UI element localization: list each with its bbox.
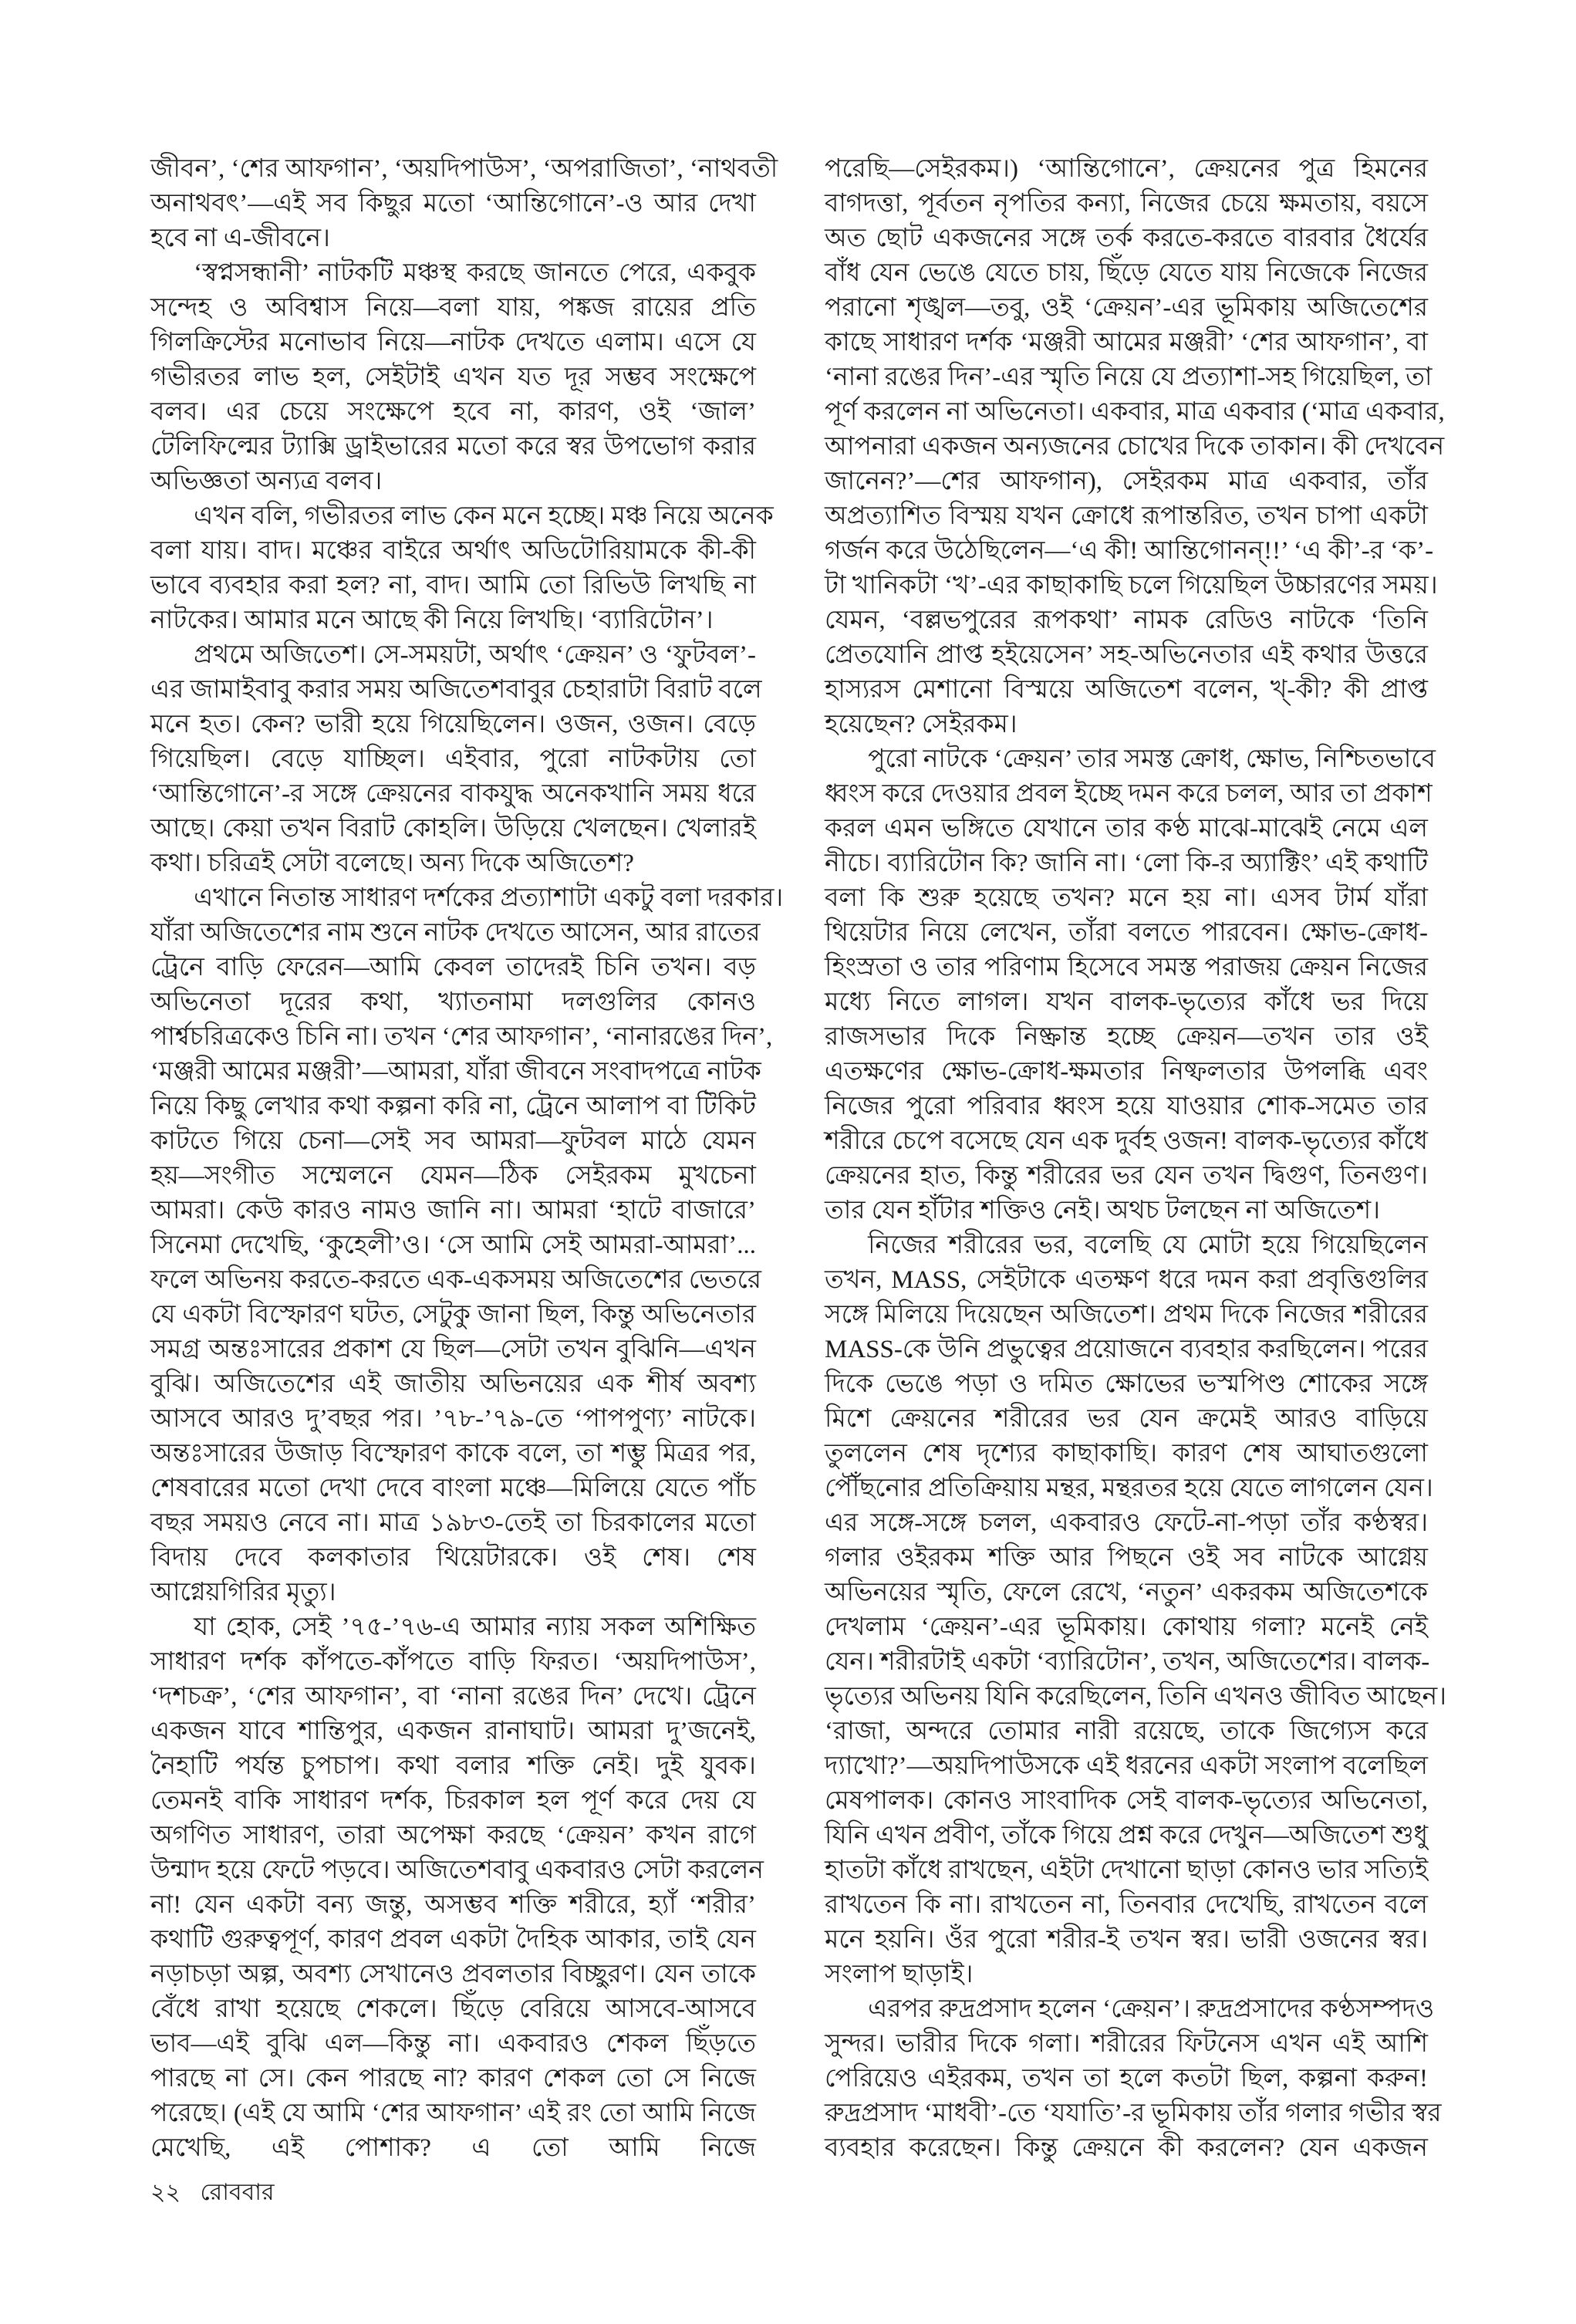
text-line: ‘আন্তিগোনে’-র সঙ্গে ক্রেয়নের বাকযুদ্ধ অনেকখানি সময় ধরে (150, 780, 756, 808)
text-line: আসবে আরও দু’বছর পর। ’৭৮-’৭৯-তে ‘পাপপুণ্য’ নাটকে। (150, 1405, 756, 1433)
text-line: একজন যাবে শান্তিপুর, একজন রানাঘাট। আমরা দু’জনেই, (150, 1718, 756, 1745)
text-line: যে একটা বিস্ফোরণ ঘটত, সেটুকু জানা ছিল, কিন্তু অভিনেতার (150, 1301, 756, 1329)
text-line: অত ছোট একজনের সঙ্গে তর্ক করতে-করতে বারবার ধৈর্যের (825, 225, 1428, 252)
text-line: পুরো নাটকে ‘ক্রেয়ন’ তার সমস্ত ক্রোধ, ক্ষোভ, নিশ্চিতভাবে (868, 745, 1436, 773)
text-line: এখানে নিতান্ত সাধারণ দর্শকের প্রত্যাশাটা একটু বলা দরকার। (194, 884, 784, 912)
text-line: দেখলাম ‘ক্রেয়ন’-এর ভূমিকায়। কোথায় গলা? মনেই নেই (825, 1613, 1428, 1641)
text-line: মিশে ক্রেয়নের শরীরের ভর যেন ক্রমেই আরও বাড়িয়ে (825, 1405, 1428, 1433)
text-line: দিকে ভেঙে পড়া ও দমিত ক্ষোভের ভস্মপিণ্ড শোকের সঙ্গে (825, 1370, 1428, 1398)
paragraph (150, 152, 778, 256)
text-line: আমরা। কেউ কারও নামও জানি না। আমরা ‘হাটে বাজারে’ (150, 1197, 756, 1224)
publication-name: রোববার (200, 2180, 275, 2205)
text-line: এখন বলি, গভীরতর লাভ কেন মনে হচ্ছে। মঞ্চ নিয়ে অনেক (194, 502, 774, 530)
text-line: বাগদত্তা, পূর্বতন নৃপতির কন্যা, নিজের চেয়ে ক্ষমতায়, বয়সে (825, 190, 1428, 218)
text-line: ভৃত্যের অভিনয় যিনি করেছিলেন, তিনি এখনও জীবিত আছেন। (825, 1683, 1447, 1711)
text-line: বাঁধ যেন ভেঙে যেতে চায়, ছিঁড়ে যেতে যায় নিজেকে নিজের (825, 259, 1428, 287)
text-line: হয়—সংগীত সম্মেলনে যেমন—ঠিক সেইরকম মুখচেনা (150, 1162, 756, 1190)
paragraph (825, 152, 1445, 742)
text-line: পৌঁছনোর প্রতিক্রিয়ায় মন্থর, মন্থরতর হয়ে যেতে লাগলেন যেন। (825, 1474, 1433, 1502)
text-line: যাঁরা অজিতেশের নাম শুনে নাটক দেখতে আসেন, আর রাতের (150, 919, 761, 947)
text-line: বলা কি শুরু হয়েছে তখন? মনে হয় না। এসব টার্ম যাঁরা (825, 884, 1428, 912)
text-line: যেন। শরীরটাই একটা ‘ব্যারিটোন’, তখন, অজিতেশের। বালক- (825, 1648, 1430, 1676)
text-line: বিদায় দেবে কলকাতার থিয়েটারকে। ওই শেষ। শেষ (150, 1544, 756, 1572)
text-line: ‘মঞ্জরী আমের মঞ্জরী’—আমরা, যাঁরা জীবনে সংবাদপত্রে নাটক (150, 1058, 761, 1086)
text-line: অগণিত সাধারণ, তারা অপেক্ষা করছে ‘ক্রেয়ন’ কখন রাগে (150, 1822, 756, 1849)
text-line: এর সঙ্গে-সঙ্গে চলল, একবারও ফেটে-না-পড়া তাঁর কণ্ঠস্বর। (825, 1509, 1428, 1537)
text-line: MASS-কে উনি প্রভুত্বের প্রয়োজনে ব্যবহার করছিলেন। পরের (825, 1336, 1428, 1363)
text-line: হবে না এ-জীবনে। (150, 225, 330, 252)
paragraph (150, 881, 784, 1610)
text-line: কথাটি গুরুত্বপূর্ণ, কারণ প্রবল একটা দৈহিক আকার, তাই যেন (150, 1926, 756, 1954)
text-line: বুঝি। অজিতেশের এই জাতীয় অভিনয়ের এক শীর্ষ অবশ্য (150, 1370, 756, 1398)
text-line: থিয়েটার নিয়ে লেখেন, তাঁরা বলতে পারবেন। ক্ষোভ-ক্রোধ- (825, 919, 1428, 947)
text-line: হাতটা কাঁধে রাখছেন, এইটা দেখানো ছাড়া কোনও ভার সত্যিই (825, 1856, 1429, 1884)
text-line: না! যেন একটা বন্য জন্তু, অসম্ভব শক্তি শরীরে, হ্যাঁ ‘শরীর’ (150, 1891, 756, 1919)
text-line: গভীরতর লাভ হল, সেইটাই এখন যত দূর সম্ভব সংক্ষেপে (150, 363, 756, 391)
text-line: ক্রেয়নের হাত, কিন্তু শরীরের ভর যেন তখন দ্বিগুণ, তিনগুণ। (825, 1162, 1428, 1190)
text-line: অপ্রত্যাশিত বিস্ময় যখন ক্রোধে রূপান্তরিত, তখন চাপা একটা (825, 502, 1428, 530)
text-line: জীবন’, ‘শের আফগান’, ‘অয়দিপাউস’, ‘অপরাজিতা’, ‘নাথবতী (150, 155, 778, 183)
text-line: আগ্নেয়গিরির মৃত্যু। (150, 1579, 336, 1606)
text-line: অভিজ্ঞতা অন্যত্র বলব। (150, 468, 383, 495)
paragraph (825, 1992, 1442, 2166)
text-line: ‘দশচক্র’, ‘শের আফগান’, বা ‘নানা রঙের দিন’ দেখে। ট্রেনে (150, 1683, 756, 1711)
paragraph (825, 742, 1436, 1228)
text-line: সঙ্গে মিলিয়ে দিয়েছেন অজিতেশ। প্রথম দিকে নিজের শরীরের (825, 1301, 1428, 1329)
text-line: এর জামাইবাবু করার সময় অজিতেশবাবুর চেহারাটা বিরাট বলে (150, 676, 762, 704)
text-line: পারছে না সে। কেন পারছে না? কারণ শেকল তো সে নিজে (150, 2065, 756, 2093)
text-line: দ্যাখো?’—অয়দিপাউসকে এই ধরনের একটা সংলাপ বলেছিল (825, 1752, 1428, 1780)
text-line: তার যেন হাঁটার শক্তিও নেই। অথচ টলছেন না অজিতেশ। (825, 1197, 1380, 1224)
text-line: ‘স্বপ্নসন্ধানী’ নাটকটি মঞ্চস্থ করছে জানতে পেরে, একবুক (194, 259, 756, 287)
text-line: পূর্ণ করলেন না অভিনেতা। একবার, মাত্র একবার (‘মাত্র একবার, (825, 398, 1445, 426)
text-line: মেষপালক। কোনও সাংবাদিক সেই বালক-ভৃত্যের অভিনেতা, (825, 1787, 1428, 1815)
text-line: ভাব—এই বুঝি এল—কিন্তু না। একবারও শেকল ছিঁড়তে (150, 2030, 756, 2058)
text-line: সন্দেহ ও অবিশ্বাস নিয়ে—বলা যায়, পঙ্কজ রায়ের প্রতি (150, 294, 756, 322)
text-line: নীচে। ব্যারিটোন কি? জানি না। ‘লো কি-র অ্যাক্টিং’ এই কথাটি (825, 850, 1428, 877)
text-line: তখন, MASS, সেইটাকে এতক্ষণ ধরে দমন করা প্রবৃত্তিগুলির (825, 1266, 1428, 1294)
text-line: প্রেতযোনি প্রাপ্ত হইয়েসেন’ সহ-অভিনেতার এই কথার উত্তরে (825, 641, 1428, 669)
text-line: পেরিয়েও এইরকম, তখন তা হলে কতটা ছিল, কল্পনা করুন! (825, 2065, 1428, 2093)
text-line: রাজসভার দিকে নিষ্ক্রান্ত হচ্ছে ক্রেয়ন—তখন তার ওই (825, 1023, 1428, 1051)
text-line: অনাথবৎ’—এই সব কিছুর মতো ‘আন্তিগোনে’-ও আর দেখা (150, 190, 756, 218)
text-line: যেমন, ‘বল্লভপুরের রূপকথা’ নামক রেডিও নাটকে ‘তিনি (825, 606, 1428, 634)
text-line: শেষবারের মতো দেখা দেবে বাংলা মঞ্চে—মিলিয়ে যেতে পাঁচ (150, 1474, 756, 1502)
text-line: পার্শ্বচরিত্রকেও চিনি না। তখন ‘শের আফগান’, ‘নানারঙের দিন’, (150, 1023, 773, 1051)
text-line: মনে হয়নি। ওঁর পুরো শরীর-ই তখন স্বর। ভারী ওজনের স্বর। (825, 1926, 1428, 1954)
text-line: পরেছে। (এই যে আমি ‘শের আফগান’ এই রং তো আমি নিজে (150, 2099, 756, 2127)
text-line: আপনারা একজন অন্যজনের চোখের দিকে তাকান। কী দেখবেন (825, 433, 1445, 461)
text-line: নিয়ে কিছু লেখার কথা কল্পনা করি না, ট্রেনে আলাপ বা টিকিট (150, 1093, 756, 1120)
text-line: বেঁধে রাখা হয়েছে শেকলে। ছিঁড়ে বেরিয়ে আসবে-আসবে (150, 1995, 756, 2023)
text-line: সমগ্র অন্তঃসারের প্রকাশ যে ছিল—সেটা তখন বুঝিনি—এখন (150, 1336, 756, 1363)
text-line: শরীরে চেপে বসেছে যেন এক দুর্বহ ওজন! বালক-ভৃত্যের কাঁধে (825, 1127, 1428, 1155)
text-line: আছে। কেয়া তখন বিরাট কোহলি। উড়িয়ে খেলছেন। খেলারই (150, 815, 756, 843)
text-line: বলা যায়। বাদ। মঞ্চের বাইরে অর্থাৎ অডিটোরিয়ামকে কী-কী (150, 537, 756, 565)
paragraph (150, 1610, 764, 2166)
text-line: রাখতেন কি না। রাখতেন না, তিনবার দেখেছি, রাখতেন বলে (825, 1891, 1428, 1919)
text-line: করল এমন ভঙ্গিতে যেখানে তার কণ্ঠ মাঝে-মাঝেই নেমে এল (825, 815, 1428, 843)
text-line: রুদ্রপ্রসাদ ‘মাধবী’-তে ‘যযাতি’-র ভূমিকায় তাঁর গলার গভীর স্বর (825, 2099, 1442, 2127)
text-line: কাছে সাধারণ দর্শক ‘মঞ্জরী আমের মঞ্জরী’ ‘শের আফগান’, বা (825, 329, 1428, 356)
text-line: যা হোক, সেই ’৭৫-’৭৬-এ আমার ন্যায় সকল অশিক্ষিত (194, 1613, 756, 1641)
text-line: ‘নানা রঙের দিন’-এর স্মৃতি নিয়ে যে প্রত্যাশা-সহ গিয়েছিল, তা (825, 363, 1433, 391)
text-line: কাটতে গিয়ে চেনা—সেই সব আমরা—ফুটবল মাঠে যেমন (150, 1127, 756, 1155)
text-line: ‘রাজা, অন্দরে তোমার নারী রয়েছে, তাকে জিগ্যেস করে (825, 1718, 1428, 1745)
text-line: টেলিফিল্মের ট্যাক্সি ড্রাইভারের মতো করে স্বর উপভোগ করার (150, 433, 756, 461)
text-line: উন্মাদ হয়ে ফেটে পড়বে। অজিতেশবাবু একবারও সেটা করলেন (150, 1856, 764, 1884)
text-line: নিজের শরীরের ভর, বলেছি যে মোটা হয়ে গিয়েছিলেন (868, 1231, 1428, 1259)
text-line: বলব। এর চেয়ে সংক্ষেপে হবে না, কারণ, ওই ‘জাল’ (150, 398, 756, 426)
text-line: এরপর রুদ্রপ্রসাদ হলেন ‘ক্রেয়ন’। রুদ্রপ্রসাদের কণ্ঠসম্পদও (868, 1995, 1435, 2023)
text-line: ভাবে ব্যবহার করা হল? না, বাদ। আমি তো রিভিউ লিখছি না (150, 572, 756, 600)
text-line: জানেন?’—শের আফগান), সেইরকম মাত্র একবার, তাঁর (825, 468, 1428, 495)
paragraph (150, 256, 756, 499)
text-line: ধ্বংস করে দেওয়ার প্রবল ইচ্ছে দমন করে চলল, আর তা প্রকাশ (825, 780, 1433, 808)
text-line: সংলাপ ছাড়াই। (825, 1961, 974, 1988)
text-line: গিয়েছিল। বেড়ে যাচ্ছিল। এইবার, পুরো নাটকটায় তো (150, 745, 756, 773)
text-line: সাধারণ দর্শক কাঁপতে-কাঁপতে বাড়ি ফিরত। ‘অয়দিপাউস’, (150, 1648, 756, 1676)
paragraph (825, 1228, 1447, 1992)
paragraph (150, 499, 774, 638)
paragraph (150, 638, 762, 881)
text-line: হিংস্রতা ও তার পরিণাম হিসেবে সমস্ত পরাজয় ক্রেয়ন নিজের (825, 954, 1428, 981)
text-line: অভিনেতা দূরের কথা, খ্যাতনামা দলগুলির কোনও (150, 988, 756, 1016)
text-line: অভিনয়ের স্মৃতি, ফেলে রেখে, ‘নতুন’ একরকম অজিতেশকে (825, 1579, 1428, 1606)
page-footer (150, 2177, 289, 2208)
text-line: কথা। চরিত্রই সেটা বলেছে। অন্য দিকে অজিতেশ? (150, 850, 634, 877)
text-line: নাটকের। আমার মনে আছে কী নিয়ে লিখছি। ‘ব্যারিটোন’। (150, 606, 714, 634)
text-line: গিলক্রিস্টের মনোভাব নিয়ে—নাটক দেখতে এলাম। এসে যে (150, 329, 756, 356)
text-column-left (150, 152, 784, 2166)
text-line: তেমনই বাকি সাধারণ দর্শক, চিরকাল হল পূর্ণ করে দেয় যে (150, 1787, 756, 1815)
text-line: ফলে অভিনয় করতে-করতে এক-একসময় অজিতেশের ভেতরে (150, 1266, 762, 1294)
text-line: প্রথমে অজিতেশ। সে-সময়টা, অর্থাৎ ‘ক্রেয়ন’ ও ‘ফুটবল’- (194, 641, 756, 669)
page-number: ২২ (150, 2180, 181, 2205)
text-column-right (825, 152, 1447, 2166)
text-line: মেখেছি, এই পোশাক? এ তো আমি নিজে (150, 2134, 756, 2162)
text-line: সুন্দর। ভারীর দিকে গলা। শরীরের ফিটনেস এখন এই আশি (825, 2030, 1428, 2058)
text-line: টা খানিকটা ‘খ’-এর কাছাকাছি চলে গিয়েছিল উচ্চারণের সময়। (825, 572, 1438, 600)
text-line: ট্রেনে বাড়ি ফেরেন—আমি কেবল তাদেরই চিনি তখন। বড় (150, 954, 756, 981)
text-line: হাস্যরস মেশানো বিস্ময়ে অজিতেশ বলেন, খ্‌-কী? কী প্রাপ্ত (825, 676, 1428, 704)
text-line: মধ্যে নিতে লাগল। যখন বালক-ভৃত্যের কাঁধে ভর দিয়ে (825, 988, 1428, 1016)
text-line: এতক্ষণের ক্ষোভ-ক্রোধ-ক্ষমতার নিষ্ফলতার উপলব্ধি এবং (825, 1058, 1428, 1086)
text-line: নিজের পুরো পরিবার ধ্বংস হয়ে যাওয়ার শোক-সমেত তার (825, 1093, 1428, 1120)
text-line: গলার ওইরকম শক্তি আর পিছনে ওই সব নাটকে আগ্নেয় (825, 1544, 1428, 1572)
text-line: যিনি এখন প্রবীণ, তাঁকে গিয়ে প্রশ্ন করে দেখুন—অজিতেশ শুধু (825, 1822, 1429, 1849)
text-line: পরেছি—সেইরকম।) ‘আন্তিগোনে’, ক্রেয়নের পুত্র হিমনের (825, 155, 1428, 183)
text-line: তুললেন শেষ দৃশ্যের কাছাকাছি। কারণ শেষ আঘাতগুলো (825, 1440, 1428, 1468)
text-line: ব্যবহার করেছেন। কিন্তু ক্রেয়নে কী করলেন? যেন একজন (825, 2134, 1428, 2162)
text-line: অন্তঃসারের উজাড় বিস্ফোরণ কাকে বলে, তা শম্ভু মিত্রর পর, (150, 1440, 756, 1468)
text-line: মনে হত। কেন? ভারী হয়ে গিয়েছিলেন। ওজন, ওজন। বেড়ে (150, 711, 756, 738)
text-line: সিনেমা দেখেছি, ‘কুহেলী’ও। ‘সে আমি সেই আমরা-আমরা’... (150, 1231, 756, 1259)
text-line: নড়াচড়া অল্প, অবশ্য সেখানেও প্রবলতার বিচ্ছুরণ। যেন তাকে (150, 1961, 756, 1988)
text-line: নৈহাটি পর্যন্ত চুপচাপ। কথা বলার শক্তি নেই। দুই যুবক। (150, 1752, 756, 1780)
text-line: পরানো শৃঙ্খল—তবু, ওই ‘ক্রেয়ন’-এর ভূমিকায় অজিতেশের (825, 294, 1428, 322)
text-line: হয়েছেন? সেইরকম। (825, 711, 1017, 738)
text-line: গর্জন করে উঠেছিলেন—‘এ কী! আন্তিগোনন্‌!!’ ‘এ কী’-র ‘ক’- (825, 537, 1434, 565)
text-line: বছর সময়ও নেবে না। মাত্র ১৯৮৩-তেই তা চিরকালের মতো (150, 1509, 756, 1537)
